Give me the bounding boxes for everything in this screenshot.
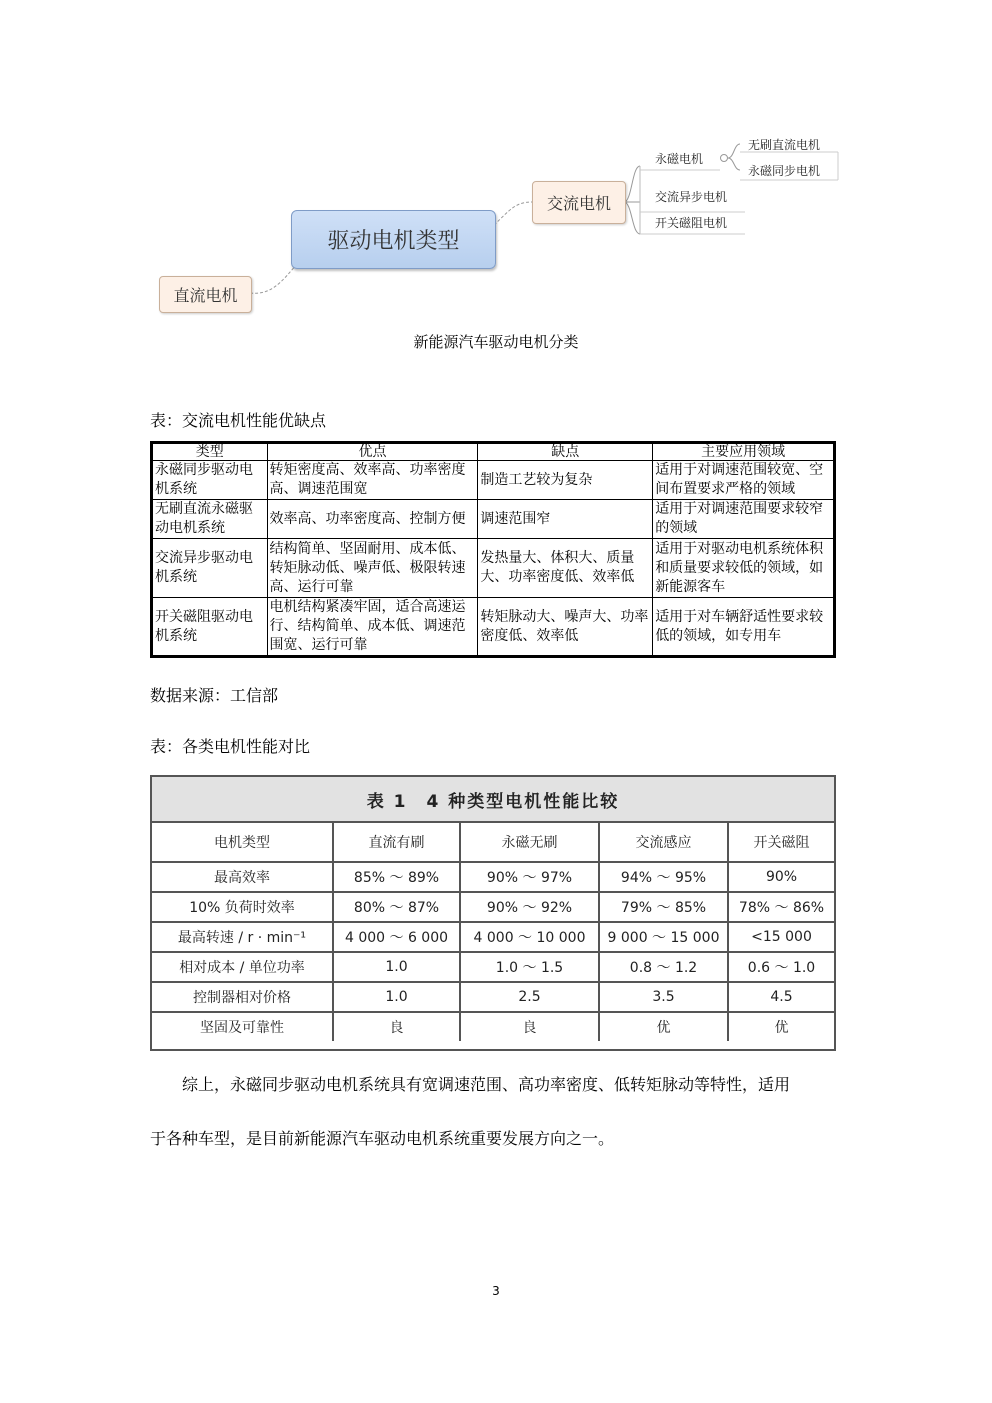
table-cell: 适用于对调速范围要求较窄的领域 bbox=[653, 500, 835, 539]
table-row bbox=[152, 982, 834, 1012]
table-cell: 1.0 bbox=[333, 982, 460, 1012]
table-row bbox=[152, 1012, 834, 1041]
table-cell: 85% ～ 89% bbox=[333, 862, 460, 892]
table-cell: 1.0 bbox=[333, 952, 460, 982]
table-cell: 制造工艺较为复杂 bbox=[478, 461, 653, 500]
page-number: 3 bbox=[492, 1284, 500, 1298]
header-cell: 交流感应 bbox=[599, 823, 728, 862]
table-cell: 良 bbox=[333, 1012, 460, 1041]
table-cell: 2.5 bbox=[460, 982, 599, 1012]
header-cell: 类型 bbox=[152, 443, 268, 461]
table-cell: 电机结构紧凑牢固，适合高速运行、结构简单、成本低、调速范围宽、运行可靠 bbox=[267, 598, 478, 657]
table-cell: 良 bbox=[460, 1012, 599, 1041]
table-cell: 永磁同步驱动电机系统 bbox=[152, 461, 268, 500]
table-cell: 最高转速 / r · min⁻¹ bbox=[152, 922, 333, 952]
table-header-row bbox=[152, 823, 834, 862]
table2-title: 表 1 4 种类型电机性能比较 bbox=[152, 777, 834, 823]
table-header-row bbox=[152, 443, 835, 461]
table-cell: 90% ～ 92% bbox=[460, 892, 599, 922]
table-cell: 控制器相对价格 bbox=[152, 982, 333, 1012]
table-cell: 转矩密度高、效率高、功率密度高、调速范围宽 bbox=[267, 461, 478, 500]
table-cell: 4 000 ～ 6 000 bbox=[333, 922, 460, 952]
table-cell: 10% 负荷时效率 bbox=[152, 892, 333, 922]
summary-paragraph-line1: 综上，永磁同步驱动电机系统具有宽调速范围、高功率密度、低转矩脉动等特性，适用 bbox=[182, 1075, 791, 1094]
table-cell: 80% ～ 87% bbox=[333, 892, 460, 922]
table-cell: 94% ～ 95% bbox=[599, 862, 728, 892]
table-cell: 4 000 ～ 10 000 bbox=[460, 922, 599, 952]
table-cell: 转矩脉动大、噪声大、功率密度低、效率低 bbox=[478, 598, 653, 657]
table-cell: 适用于对驱动电机系统体积和质量要求较低的领域，如新能源客车 bbox=[653, 539, 835, 598]
header-cell: 优点 bbox=[267, 443, 478, 461]
mindmap-leaf-pmsm: 永磁同步电机 bbox=[748, 164, 821, 178]
motor-type-mindmap bbox=[150, 130, 850, 320]
header-cell: 电机类型 bbox=[152, 823, 333, 862]
table-row bbox=[152, 952, 834, 982]
mindmap-leaf-srm: 开关磁阻电机 bbox=[655, 216, 728, 230]
table-row bbox=[152, 461, 835, 500]
mindmap-root-node: 驱动电机类型 bbox=[291, 210, 496, 269]
header-cell: 永磁无刷 bbox=[460, 823, 599, 862]
mindmap-leaf-pm: 永磁电机 bbox=[655, 152, 704, 166]
mindmap-dc-node: 直流电机 bbox=[159, 276, 252, 313]
table-cell: 调速范围窄 bbox=[478, 500, 653, 539]
mindmap-leaf-bldc: 无刷直流电机 bbox=[748, 138, 821, 152]
header-cell: 缺点 bbox=[478, 443, 653, 461]
header-cell: 直流有刷 bbox=[333, 823, 460, 862]
table-cell: 优 bbox=[728, 1012, 834, 1041]
mindmap-leaf-async: 交流异步电机 bbox=[655, 190, 728, 204]
table-row bbox=[152, 892, 834, 922]
table-row bbox=[152, 922, 834, 952]
table-row bbox=[152, 862, 834, 892]
table-cell: 3.5 bbox=[599, 982, 728, 1012]
table-cell: <15 000 bbox=[728, 922, 834, 952]
mindmap-ac-node: 交流电机 bbox=[532, 181, 626, 224]
table-cell: 9 000 ～ 15 000 bbox=[599, 922, 728, 952]
ac-motor-pros-cons-table bbox=[150, 441, 836, 658]
table-cell: 发热量大、体积大、质量大、功率密度低、效率低 bbox=[478, 539, 653, 598]
table-cell: 相对成本 / 单位功率 bbox=[152, 952, 333, 982]
header-cell: 主要应用领域 bbox=[653, 443, 835, 461]
table-row bbox=[152, 500, 835, 539]
table-cell: 交流异步驱动电机系统 bbox=[152, 539, 268, 598]
mindmap-connectors bbox=[150, 130, 850, 320]
table-cell: 效率高、功率密度高、控制方便 bbox=[267, 500, 478, 539]
header-cell: 开关磁阻 bbox=[728, 823, 834, 862]
table-cell: 最高效率 bbox=[152, 862, 333, 892]
motor-performance-comparison bbox=[150, 775, 836, 1051]
table-cell: 适用于对调速范围较宽、空间布置要求严格的领域 bbox=[653, 461, 835, 500]
table-cell: 78% ～ 86% bbox=[728, 892, 834, 922]
table-cell: 无刷直流永磁驱动电机系统 bbox=[152, 500, 268, 539]
table-cell: 结构简单、坚固耐用、成本低、转矩脉动低、噪声低、极限转速高、运行可靠 bbox=[267, 539, 478, 598]
summary-paragraph-line2: 于各种车型，是目前新能源汽车驱动电机系统重要发展方向之一。 bbox=[150, 1129, 615, 1148]
table2-label: 表：各类电机性能对比 bbox=[150, 737, 311, 756]
figure-caption: 新能源汽车驱动电机分类 bbox=[413, 333, 579, 351]
motor-performance-table bbox=[152, 823, 834, 1041]
table-cell: 79% ～ 85% bbox=[599, 892, 728, 922]
table-cell: 0.6 ～ 1.0 bbox=[728, 952, 834, 982]
table-row bbox=[152, 598, 835, 657]
table-cell: 坚固及可靠性 bbox=[152, 1012, 333, 1041]
table-cell: 适用于对车辆舒适性要求较低的领域，如专用车 bbox=[653, 598, 835, 657]
table-cell: 开关磁阻驱动电机系统 bbox=[152, 598, 268, 657]
table-cell: 90% bbox=[728, 862, 834, 892]
table-cell: 1.0 ～ 1.5 bbox=[460, 952, 599, 982]
table1-title: 表：交流电机性能优缺点 bbox=[150, 411, 327, 430]
table-cell: 4.5 bbox=[728, 982, 834, 1012]
table-row bbox=[152, 539, 835, 598]
table-cell: 优 bbox=[599, 1012, 728, 1041]
table-cell: 0.8 ～ 1.2 bbox=[599, 952, 728, 982]
data-source: 数据来源：工信部 bbox=[150, 686, 279, 705]
table-cell: 90% ～ 97% bbox=[460, 862, 599, 892]
